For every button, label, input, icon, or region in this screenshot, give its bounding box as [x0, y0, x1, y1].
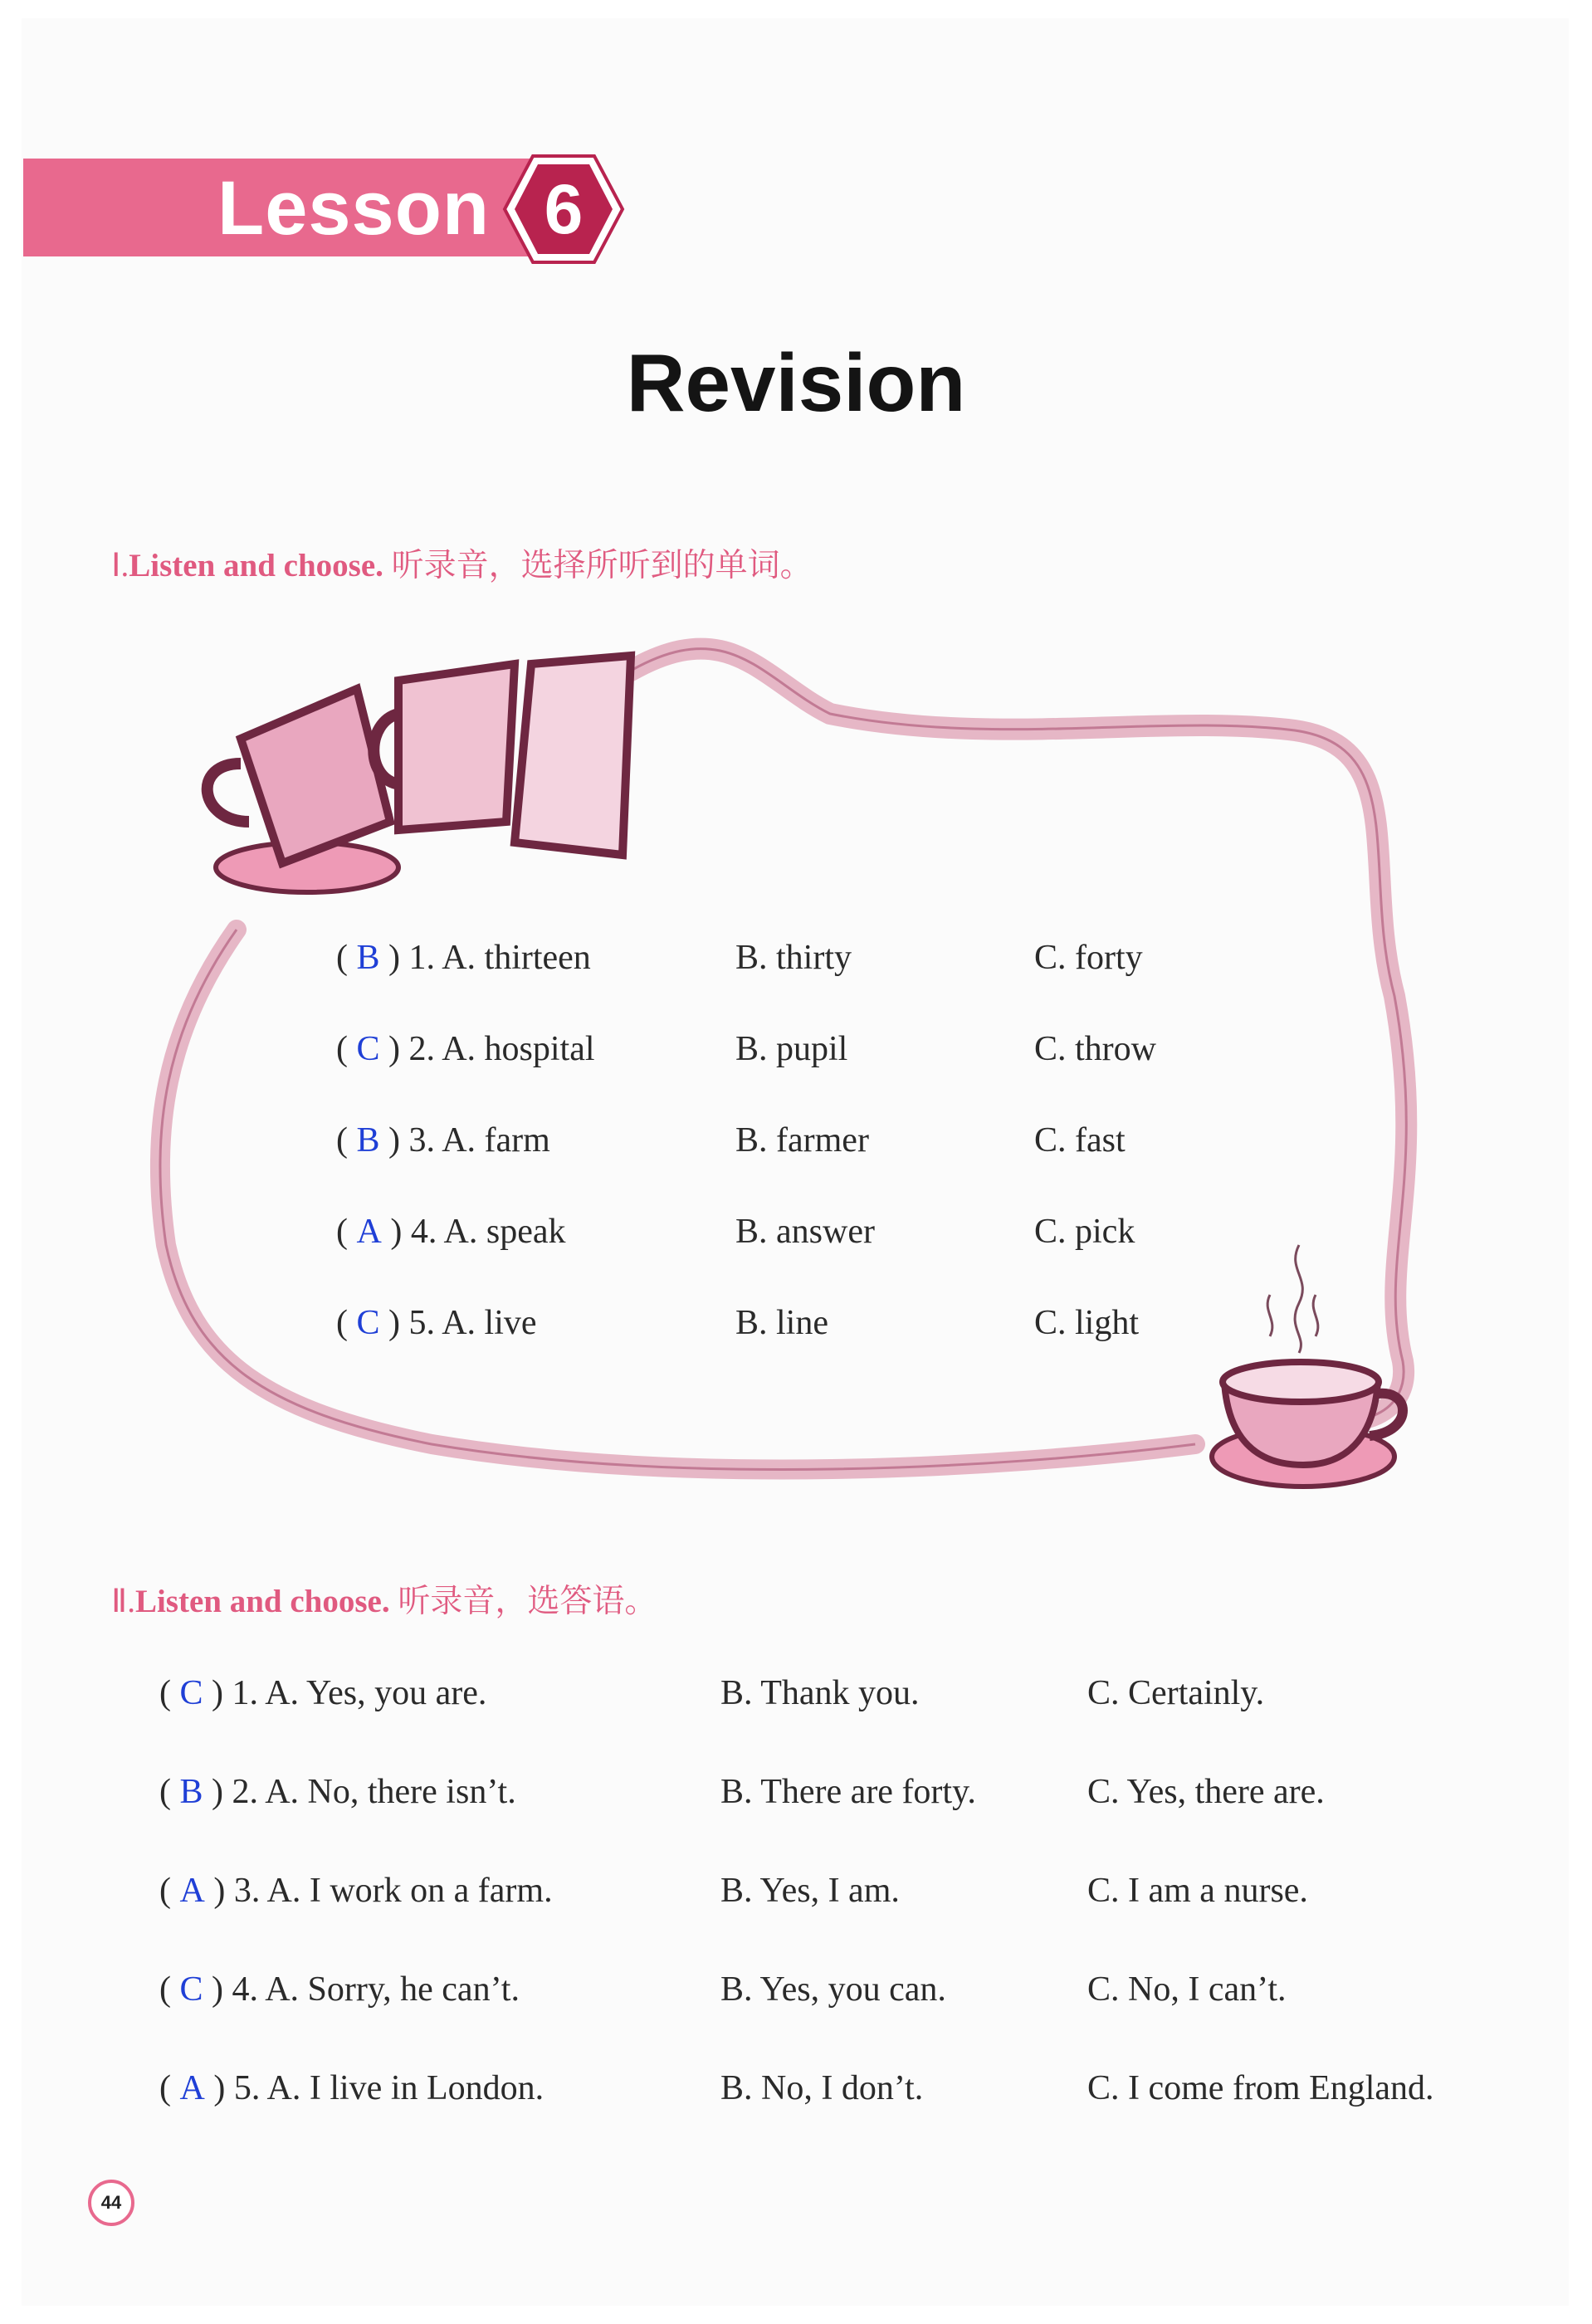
list-item: ( C ) 1. A. Yes, you are. — [159, 1674, 487, 1712]
option-a: A. thirteen — [442, 939, 591, 977]
answer-choice[interactable]: B — [179, 1773, 203, 1811]
section-1-instruction: 听录音，选择所听到的单词。 — [391, 548, 813, 583]
item-number: 3. — [408, 1121, 436, 1160]
option-a: A. I work on a farm. — [266, 1872, 553, 1910]
answer-choice[interactable]: B — [356, 1121, 380, 1160]
option-a: A. hospital — [442, 1030, 595, 1068]
option-a: A. Sorry, he can’t. — [265, 1970, 520, 2009]
item-number: 5. — [408, 1304, 436, 1342]
option-c: C. pick — [1034, 1213, 1135, 1251]
answer-choice[interactable]: C — [356, 1304, 380, 1342]
list-item: ( A ) 5. A. I live in London. — [159, 2069, 545, 2107]
option-c: C. I am a nurse. — [1087, 1872, 1308, 1910]
answer-choice[interactable]: B — [356, 939, 380, 977]
item-number: 4. — [410, 1213, 437, 1251]
option-b: B. Yes, I am. — [720, 1872, 900, 1910]
section-1-title: Listen and choose. — [129, 548, 383, 583]
option-c: C. forty — [1034, 939, 1143, 977]
section-2-instruction: 听录音，选答语。 — [398, 1584, 657, 1619]
section-1-roman: Ⅰ. — [111, 548, 129, 583]
option-c: C. No, I can’t. — [1087, 1970, 1287, 2009]
option-c: C. throw — [1034, 1030, 1156, 1068]
item-number: 5. — [233, 2069, 261, 2107]
page-title: Revision — [626, 337, 966, 428]
option-c: C. Certainly. — [1087, 1674, 1265, 1712]
option-a: A. farm — [442, 1121, 550, 1160]
answer-choice[interactable]: C — [179, 1674, 203, 1712]
section-2-roman: Ⅱ. — [111, 1584, 135, 1619]
item-number: 4. — [232, 1970, 259, 2009]
list-item: ( C ) 4. A. Sorry, he can’t. — [159, 1970, 520, 2009]
option-a: A. No, there isn’t. — [265, 1773, 516, 1811]
option-c: C. Yes, there are. — [1087, 1773, 1325, 1811]
option-a: A. Yes, you are. — [265, 1674, 487, 1712]
answer-choice[interactable]: C — [179, 1970, 203, 2009]
list-item: ( A ) 3. A. I work on a farm. — [159, 1872, 553, 1910]
item-number: 1. — [408, 939, 436, 977]
item-number: 2. — [408, 1030, 436, 1068]
section-2-title: Listen and choose. — [134, 1584, 390, 1619]
option-b: B. line — [735, 1304, 828, 1342]
answer-choice[interactable]: C — [356, 1030, 380, 1068]
section-2-heading — [111, 1575, 657, 1622]
option-c: C. I come from England. — [1087, 2069, 1434, 2107]
option-b: B. thirty — [735, 939, 852, 977]
answer-choice[interactable]: A — [179, 1872, 205, 1910]
option-b: B. farmer — [735, 1121, 869, 1160]
list-item: ( B ) 2. A. No, there isn’t. — [159, 1773, 516, 1811]
lesson-number: 6 — [544, 169, 584, 248]
option-b: B. There are forty. — [720, 1773, 976, 1811]
option-b: B. Thank you. — [720, 1674, 920, 1712]
option-b: B. pupil — [735, 1030, 848, 1068]
list-item: ( B ) 3. A. farm — [336, 1121, 550, 1160]
answer-choice[interactable]: A — [356, 1213, 382, 1251]
lesson-label: Lesson — [217, 166, 491, 251]
option-b: B. Yes, you can. — [720, 1970, 946, 2009]
option-b: B. answer — [735, 1213, 875, 1251]
option-a: A. speak — [443, 1213, 566, 1251]
item-number: 3. — [233, 1872, 261, 1910]
option-a: A. I live in London. — [266, 2069, 545, 2107]
list-item: ( B ) 1. A. thirteen — [336, 939, 591, 977]
option-a: A. live — [442, 1304, 537, 1342]
item-number: 1. — [232, 1674, 259, 1712]
item-number: 2. — [232, 1773, 259, 1811]
option-c: C. fast — [1034, 1121, 1126, 1160]
option-b: B. No, I don’t. — [720, 2069, 924, 2107]
option-c: C. light — [1034, 1304, 1140, 1342]
list-item: ( C ) 5. A. live — [336, 1304, 537, 1342]
page-number: 44 — [88, 2180, 134, 2226]
answer-choice[interactable]: A — [179, 2069, 205, 2107]
list-item: ( A ) 4. A. speak — [336, 1213, 566, 1251]
list-item: ( C ) 2. A. hospital — [336, 1030, 595, 1068]
